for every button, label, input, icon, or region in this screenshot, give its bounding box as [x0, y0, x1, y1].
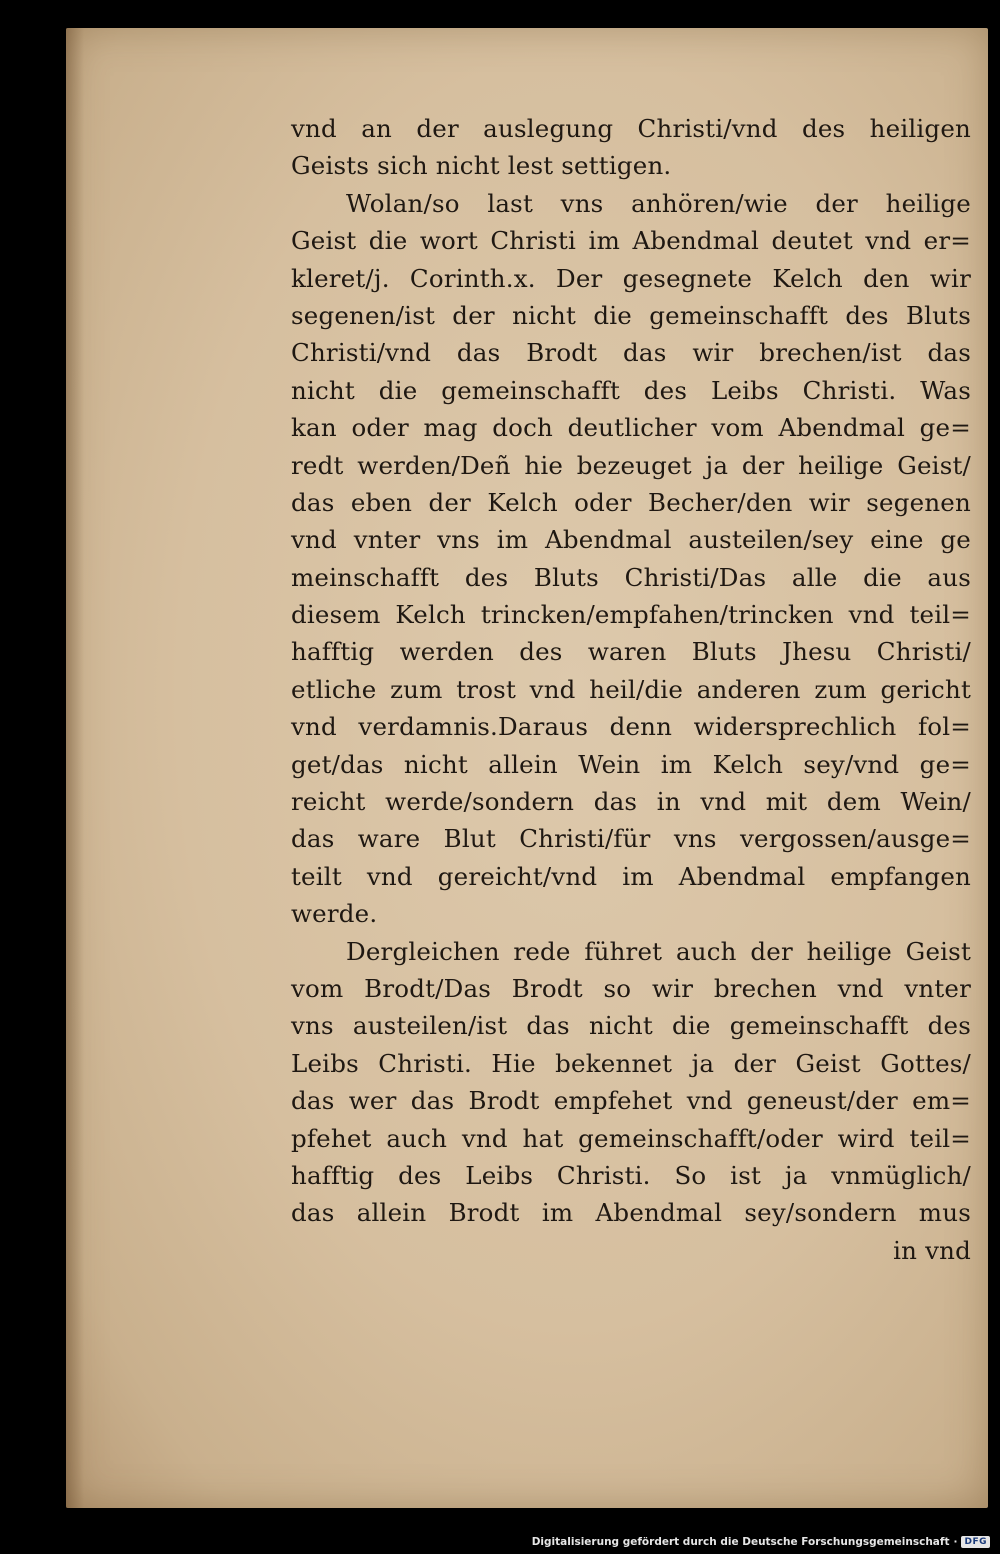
text-line: Wolan/so last vns anhören/wie der heilige [346, 188, 971, 218]
text-line: kleret/j. Corinth.x. Der gesegnete Kelch den wir [291, 263, 971, 293]
text-line: das allein Brodt im Abendmal sey/sondern mus [291, 1198, 971, 1228]
text-line: Dergleichen rede führet auch der heilige Geist [346, 936, 971, 966]
text-line: reicht werde/sondern das in vnd mit dem Wein/ [291, 787, 971, 817]
dfg-logo-icon: DFG [961, 1536, 990, 1548]
text-line: hafftig des Leibs Christi. So ist ja vnmüglich/ [291, 1160, 971, 1190]
text-line: hafftig werden des waren Bluts Jhesu Christi/ [291, 637, 971, 667]
text-line: vnd vnter vns im Abendmal austeilen/sey eine ge [291, 525, 971, 555]
catchword: in vnd [893, 1235, 971, 1265]
text-line: teilt vnd gereicht/vnd im Abendmal empfangen [291, 861, 971, 891]
text-line: vom Brodt/Das Brodt so wir brechen vnd vnter [291, 973, 971, 1003]
text-line: get/das nicht allein Wein im Kelch sey/vnd ge= [291, 749, 971, 779]
text-line: Christi/vnd das Brodt das wir brechen/ist das [291, 338, 971, 368]
text-line: etliche zum trost vnd heil/die anderen zum gericht [291, 674, 971, 704]
text-line: das ware Blut Christi/für vns vergossen/ausge= [291, 824, 971, 854]
text-line: Geists sich nicht lest settigen. [291, 151, 672, 181]
text-line: meinschafft des Bluts Christi/Das alle die aus [291, 562, 971, 592]
digitization-credit [532, 1536, 990, 1548]
text-line: diesem Kelch trincken/empfahen/trincken vnd teil= [291, 600, 971, 630]
text-line: Geist die wort Christi im Abendmal deutet vnd er= [291, 226, 971, 256]
text-line: vns austeilen/ist das nicht die gemeinschafft des [291, 1011, 971, 1041]
book-page [66, 28, 988, 1508]
separator-dot: · [953, 1536, 958, 1548]
text-line: Leibs Christi. Hie bekennet ja der Geist Gottes/ [291, 1048, 971, 1078]
page-text [291, 110, 971, 1269]
text-line: das eben der Kelch oder Becher/den wir segenen [291, 487, 971, 517]
text-line: nicht die gemeinschafft des Leibs Christi. Was [291, 375, 971, 405]
text-line: segenen/ist der nicht die gemeinschafft des Bluts [291, 300, 971, 330]
text-line: pfehet auch vnd hat gemeinschafft/oder wird teil= [291, 1123, 971, 1153]
text-line: vnd an der auslegung Christi/vnd des heiligen [291, 114, 971, 143]
text-line: werde. [291, 899, 378, 929]
binding-shadow [66, 28, 84, 1508]
text-line: das wer das Brodt empfehet vnd geneust/der em= [291, 1086, 971, 1116]
text-line: vnd verdamnis.Daraus denn widersprechlich fol= [291, 712, 971, 742]
credit-text: Digitalisierung gefördert durch die Deutsche Forschungsgemeinschaft [531, 1536, 950, 1548]
text-line: redt werden/Deñ hie bezeuget ja der heilige Geist/ [291, 450, 971, 480]
text-line: kan oder mag doch deutlicher vom Abendmal ge= [291, 413, 971, 443]
